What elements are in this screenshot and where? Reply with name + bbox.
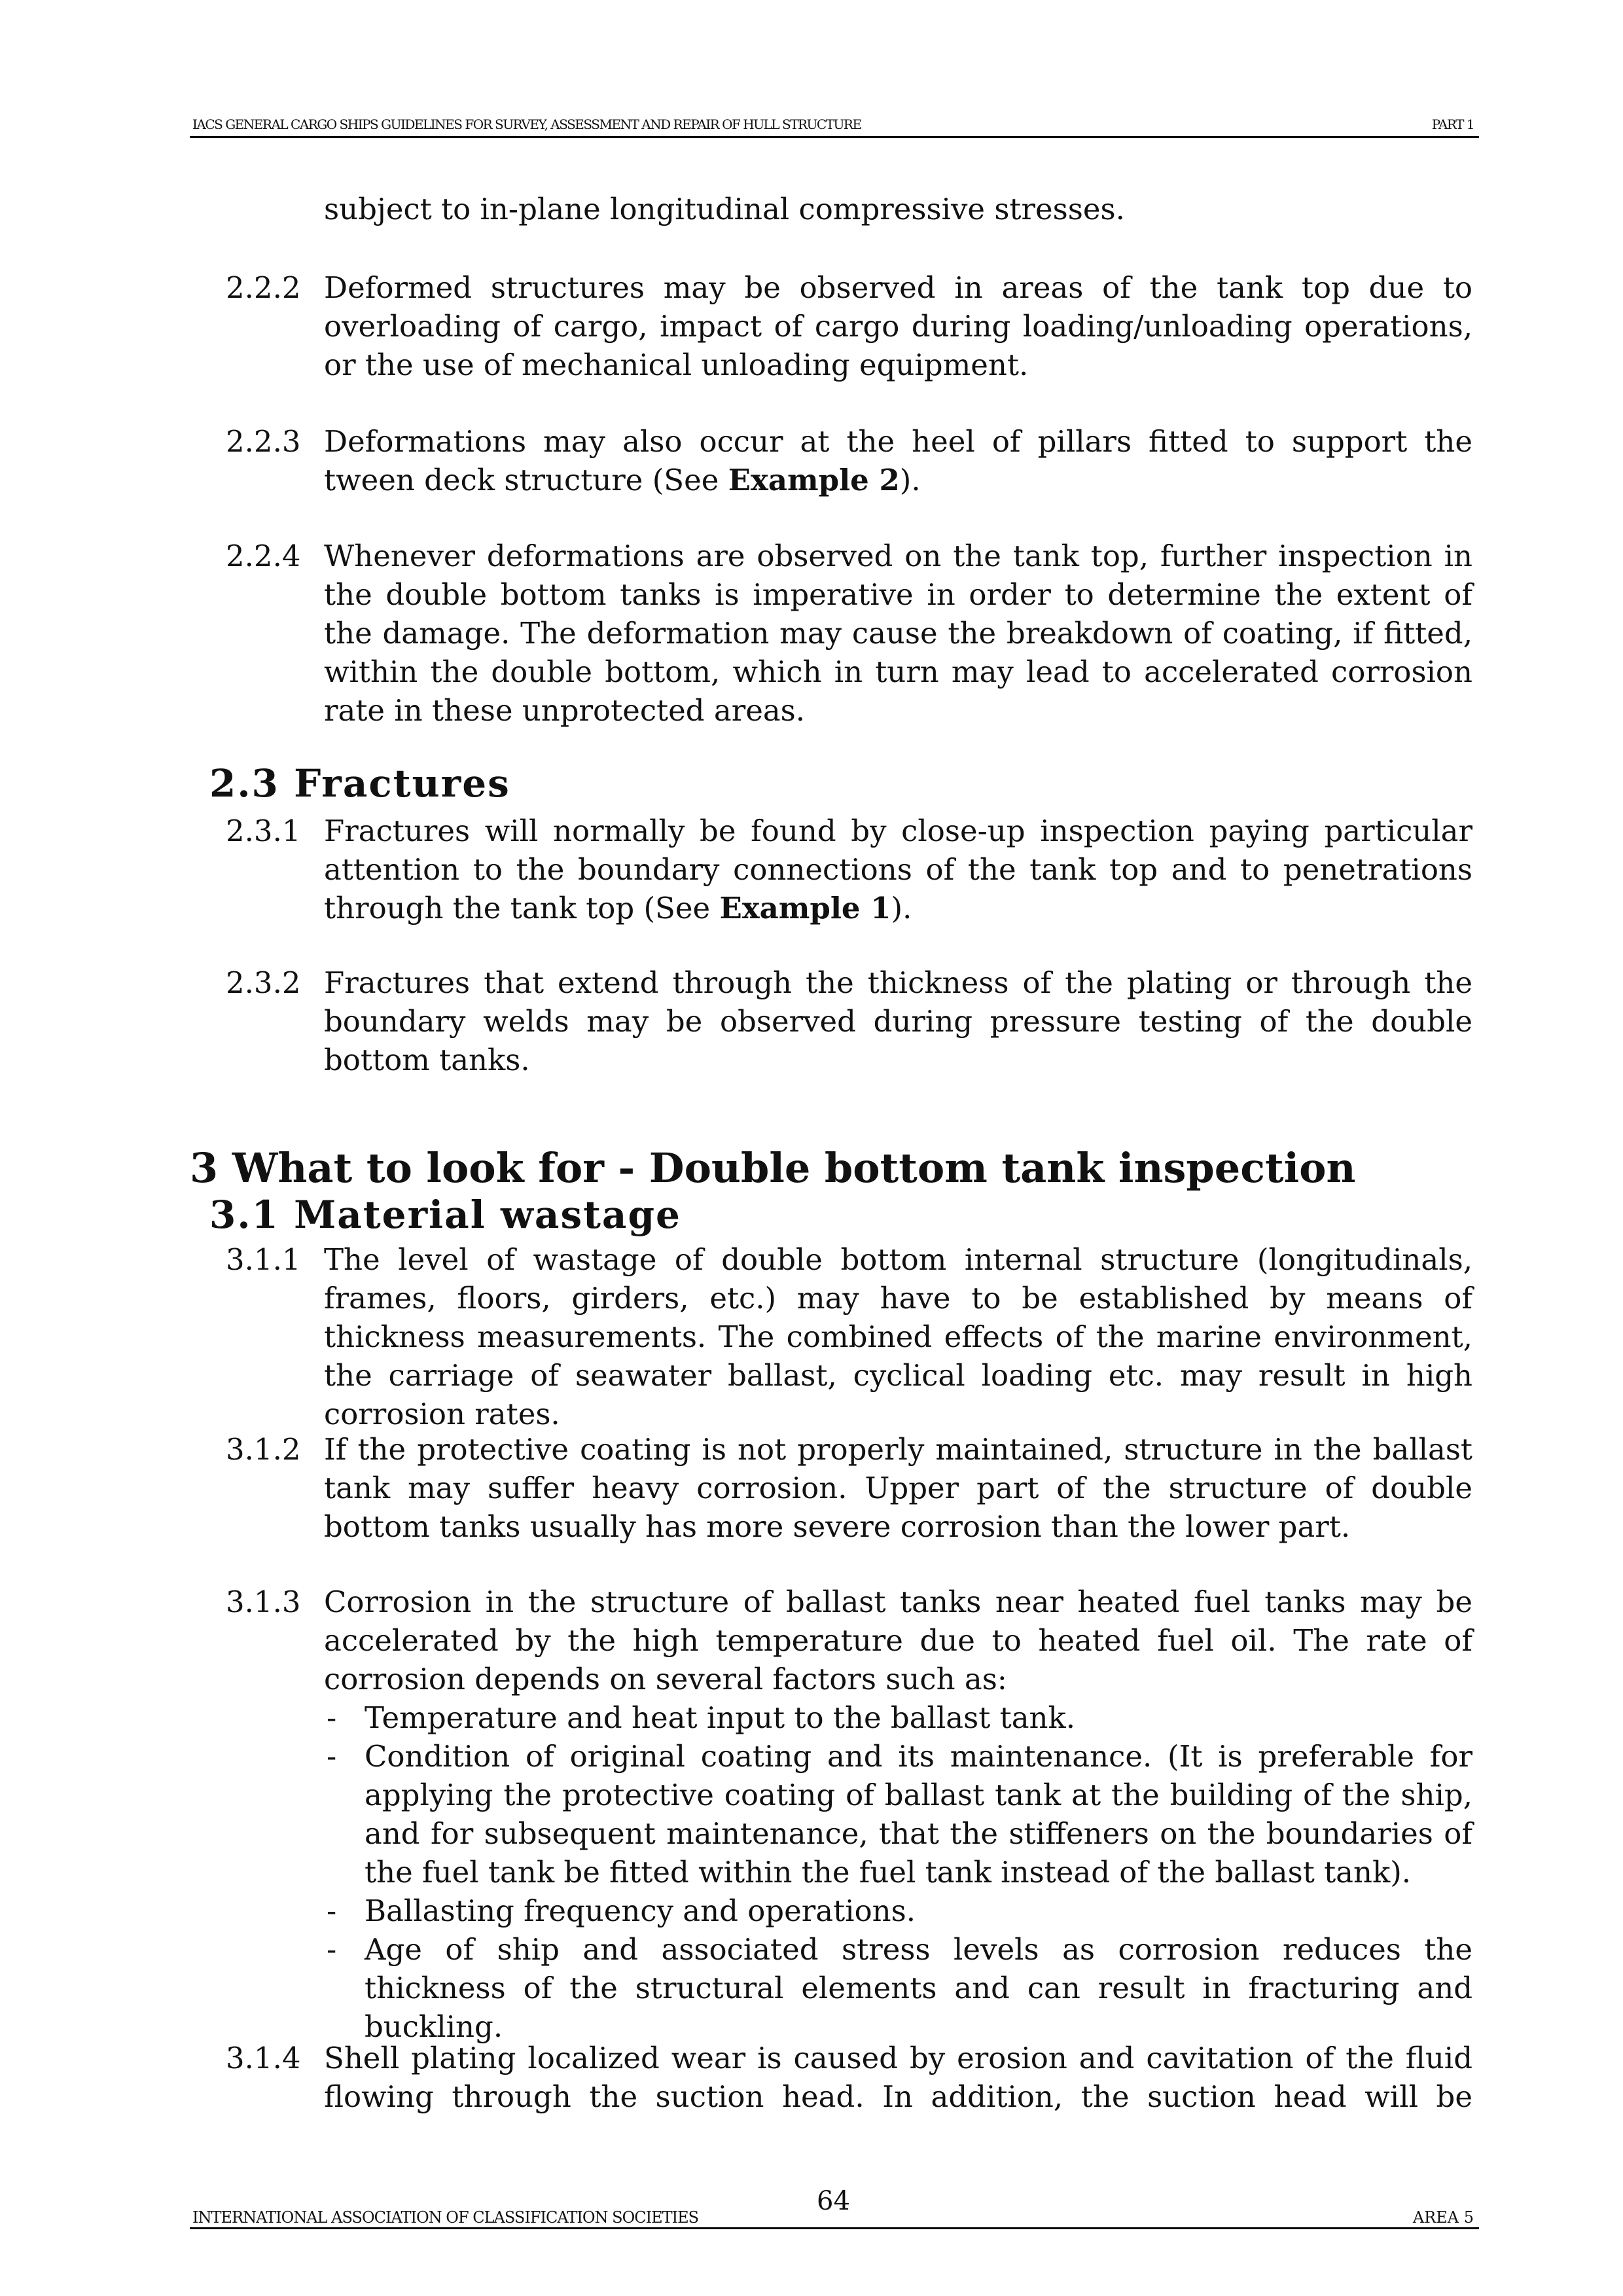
paragraph-number: 3.1.2: [226, 1432, 301, 1467]
text-run: Deformations may also occur at the heel of pillars fitted to support the tween deck structure (See: [324, 424, 1472, 497]
intro-paragraph: subject to in-plane longitudinal compressive stresses.: [324, 192, 1125, 226]
running-header: [190, 117, 1479, 138]
section-heading-3-1: 3.1 Material wastage: [209, 1193, 681, 1237]
paragraph-2-2-2: [226, 268, 1472, 384]
paragraph-number: 2.3.1: [226, 814, 301, 848]
text-run: ).: [899, 463, 921, 497]
header-title: IACS GENERAL CARGO SHIPS GUIDELINES FOR SURVEY, ASSESSMENT AND REPAIR OF HULL STRUCTURE: [192, 117, 861, 132]
paragraph-number: 2.2.4: [226, 539, 301, 573]
paragraph-number: 3.1.3: [226, 1585, 301, 1619]
paragraph-2-2-4: [226, 537, 1472, 730]
list-item: - Condition of original coating and its maintenance. (It is preferable for applying the protective coating of ballast tank at the building of the ship, and for subsequent maintenance, that the stiffeners on the boundaries of the fuel tank be fitted within the fuel tank instead of the ballast tank).: [324, 1737, 1472, 1892]
paragraph-text: Fractures that extend through the thickness of the plating or through the boundary welds may be observed during pressure testing of the double bottom tanks.: [324, 965, 1472, 1077]
paragraph-text: The level of wastage of double bottom internal structure (longitudinals, frames, floors, girders, etc.) may have to be established by means of thickness measurements. The combined effects of the marine environment, the carriage of seawater ballast, cyclical loading etc. may result in high corrosion rates.: [324, 1242, 1472, 1431]
paragraph-text: [324, 812, 1472, 927]
page-number: 64: [817, 2186, 850, 2216]
paragraph-text: Shell plating localized wear is caused by erosion and cavitation of the fluid flowing through the suction head. In addition, the suction head will be: [324, 2041, 1472, 2114]
text-run: ).: [891, 891, 912, 925]
paragraph-3-1-1: [226, 1240, 1472, 1433]
paragraph-number: 2.2.2: [226, 270, 301, 305]
list-item: - Ballasting frequency and operations.: [324, 1892, 1472, 1930]
paragraph-2-3-2: [226, 963, 1472, 1079]
paragraph-text: Corrosion in the structure of ballast tanks near heated fuel tanks may be accelerated by the high temperature due to heated fuel oil. The rate of corrosion depends on several factors such as:: [324, 1585, 1472, 1696]
list-item: - Age of ship and associated stress levels as corrosion reduces the thickness of the structural elements and can result in fracturing and buckling.: [324, 1930, 1472, 2046]
paragraph-text: Whenever deformations are observed on the tank top, further inspection in the double bottom tanks is imperative in order to determine the extent of the damage. The deformation may cause the breakdown of coating, if fitted, within the double bottom, which in turn may lead to accelerated corrosion rate in these unprotected areas.: [324, 539, 1472, 728]
paragraph-3-1-2: [226, 1430, 1472, 1546]
footer-area: AREA 5: [1412, 2208, 1474, 2227]
chapter-heading-3: 3 What to look for - Double bottom tank inspection: [190, 1144, 1356, 1192]
paragraph-3-1-3: [226, 1583, 1472, 2046]
page-footer: [190, 2186, 1479, 2229]
paragraph-text: Deformed structures may be observed in areas of the tank top due to overloading of cargo, impact of cargo during loading/unloading operations, or the use of mechanical unloading equipment.: [324, 270, 1472, 382]
paragraph-2-2-3: [226, 422, 1472, 499]
example-reference: Example 2: [728, 463, 900, 497]
example-reference: Example 1: [719, 891, 891, 925]
paragraph-number: 2.2.3: [226, 424, 301, 459]
paragraph-text: [324, 422, 1472, 499]
section-heading-2-3: 2.3 Fractures: [209, 761, 510, 806]
paragraph-number: 3.1.1: [226, 1242, 301, 1277]
factor-list: [324, 1698, 1472, 2046]
paragraph-number: 3.1.4: [226, 2041, 301, 2075]
paragraph-number: 2.3.2: [226, 965, 301, 1000]
text-run: Fractures will normally be found by close-up inspection paying particular attention to the boundary connections of the tank top and to penetrations through the tank top (See: [324, 814, 1472, 925]
paragraph-3-1-4: [226, 2039, 1472, 2116]
header-part: PART 1: [1431, 117, 1474, 132]
list-item: - Temperature and heat input to the ballast tank.: [324, 1698, 1472, 1737]
footer-organization: INTERNATIONAL ASSOCIATION OF CLASSIFICATION SOCIETIES: [192, 2208, 699, 2227]
paragraph-text: If the protective coating is not properly maintained, structure in the ballast tank may suffer heavy corrosion. Upper part of the structure of double bottom tanks usually has more severe corrosion than the lower part.: [324, 1432, 1472, 1544]
paragraph-2-3-1: [226, 812, 1472, 927]
